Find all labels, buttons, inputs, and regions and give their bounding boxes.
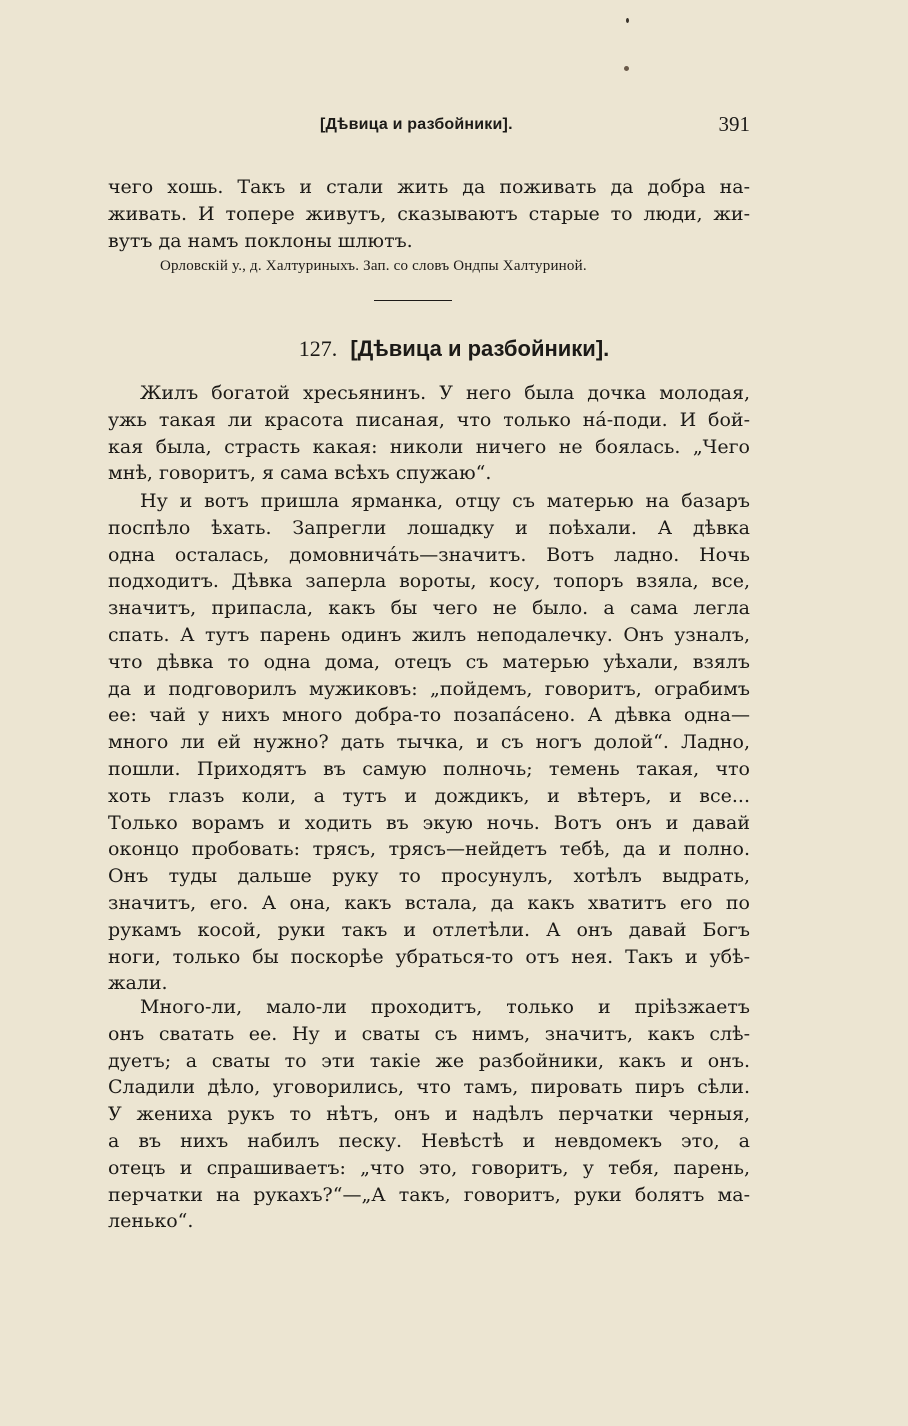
text-line: перчатки на рукахъ?“—„А такъ, говоритъ, руки болятъ ма-	[108, 1183, 750, 1206]
text-line: значитъ, его. А она, какъ встала, да какъ хватитъ его по	[108, 891, 750, 914]
text-line: чего хошь. Такъ и стали жить да поживать да добра на-	[108, 176, 750, 198]
previous-story-ending	[108, 174, 750, 254]
text-line: ее: чай у нихъ много добра-то позапа́сено. А дѣвка одна—	[108, 704, 750, 727]
text-line: кая была, страсть какая: николи ничего не боялась. „Чего	[108, 435, 750, 458]
text-line: значитъ, припасла, какъ бы чего не было. а сама легла	[108, 597, 750, 620]
story-paragraph-3	[108, 994, 750, 1235]
text-line: ноги, только бы поскорѣе убраться-то отъ нея. Такъ и убѣ-	[108, 945, 750, 968]
page-number: 391	[718, 112, 750, 136]
text-line: дуетъ; а сваты то эти такіе же разбойники, какъ и онъ.	[108, 1049, 750, 1072]
story-number: 127.	[298, 336, 338, 361]
text-line: рукамъ косой, руки такъ и отлетѣли. А онъ давай Богъ	[108, 918, 750, 941]
ink-speck-lower	[624, 66, 629, 71]
text-line: Жилъ богатой хресьянинъ. У него была дочка молодая,	[140, 382, 750, 404]
text-line: много ли ей нужно? дать тычка, и съ ногъ долой“. Ладно,	[108, 731, 750, 754]
text-line: да и подговорилъ мужиковъ: „пойдемъ, говоритъ, ограбимъ	[108, 677, 750, 700]
story-paragraph-1	[108, 380, 750, 487]
text-line: а въ нихъ набилъ песку. Невѣстѣ и невдомекъ это, а	[108, 1129, 750, 1152]
text-line: оконцо пробовать: трясъ, трясъ—нейдетъ тебѣ, да и полно.	[108, 838, 750, 861]
text-line: У жениха рукъ то нѣтъ, онъ и надѣлъ перчатки черныя,	[108, 1103, 750, 1126]
running-head	[130, 112, 750, 140]
text-line: пошли. Приходятъ въ самую полночь; темень такая, что	[108, 757, 750, 780]
text-line: мнѣ, говоритъ, я сама всѣхъ спужаю“.	[108, 462, 492, 485]
text-line: ленько“.	[108, 1210, 194, 1233]
running-head-title: [Дѣвица и разбойники].	[320, 116, 513, 133]
story-heading	[0, 336, 908, 362]
text-line: жали.	[108, 972, 168, 995]
text-line: подходитъ. Дѣвка заперла вороты, косу, топоръ взяла, все,	[108, 570, 750, 593]
text-line: Сладили дѣло, уговорились, что тамъ, пировать пиръ сѣли.	[108, 1076, 750, 1099]
text-line: что дѣвка то одна дома, отецъ съ матерью уѣхали, взялъ	[108, 650, 750, 673]
text-line: Только ворамъ и ходить въ экую ночь. Вотъ онъ и давай	[108, 811, 750, 834]
text-line: онъ сватать ее. Ну и сваты съ нимъ, значитъ, какъ слѣ-	[108, 1022, 750, 1045]
text-line: Онъ туды дальше руку то просунулъ, хотѣлъ выдрать,	[108, 865, 750, 888]
text-line: Много-ли, мало-ли проходитъ, только и пріѣзжаетъ	[140, 996, 750, 1018]
text-line: вутъ да намъ поклоны шлютъ.	[108, 229, 413, 252]
story-paragraph-2	[108, 488, 750, 997]
text-line: ужь такая ли красота писаная, что только на́-поди. И бой-	[108, 408, 750, 431]
text-line: отецъ и спрашиваетъ: „что это, говоритъ, у тебя, парень,	[108, 1156, 750, 1179]
text-line: Ну и вотъ пришла ярманка, отцу съ матерью на базаръ	[140, 490, 750, 512]
source-note: Орловскій у., д. Халтуриныхъ. Зап. со словъ Ондпы Халтуриной.	[160, 258, 587, 274]
text-line: поспѣло ѣхать. Запрегли лошадку и поѣхали. А дѣвка	[108, 516, 750, 539]
section-divider	[374, 300, 452, 301]
story-title: [Дѣвица и разбойники].	[350, 336, 610, 361]
text-line: хоть глазъ коли, а тутъ и дождикъ, и вѣтеръ, и все...	[108, 784, 750, 807]
text-line: живать. И топере живутъ, сказываютъ старые то люди, жи-	[108, 202, 750, 225]
text-line: спать. А тутъ парень одинъ жилъ неподалечку. Онъ узналъ,	[108, 623, 750, 646]
text-line: одна осталась, домовнича́ть—значитъ. Вотъ ладно. Ночь	[108, 543, 750, 566]
ink-speck-top	[626, 18, 629, 23]
